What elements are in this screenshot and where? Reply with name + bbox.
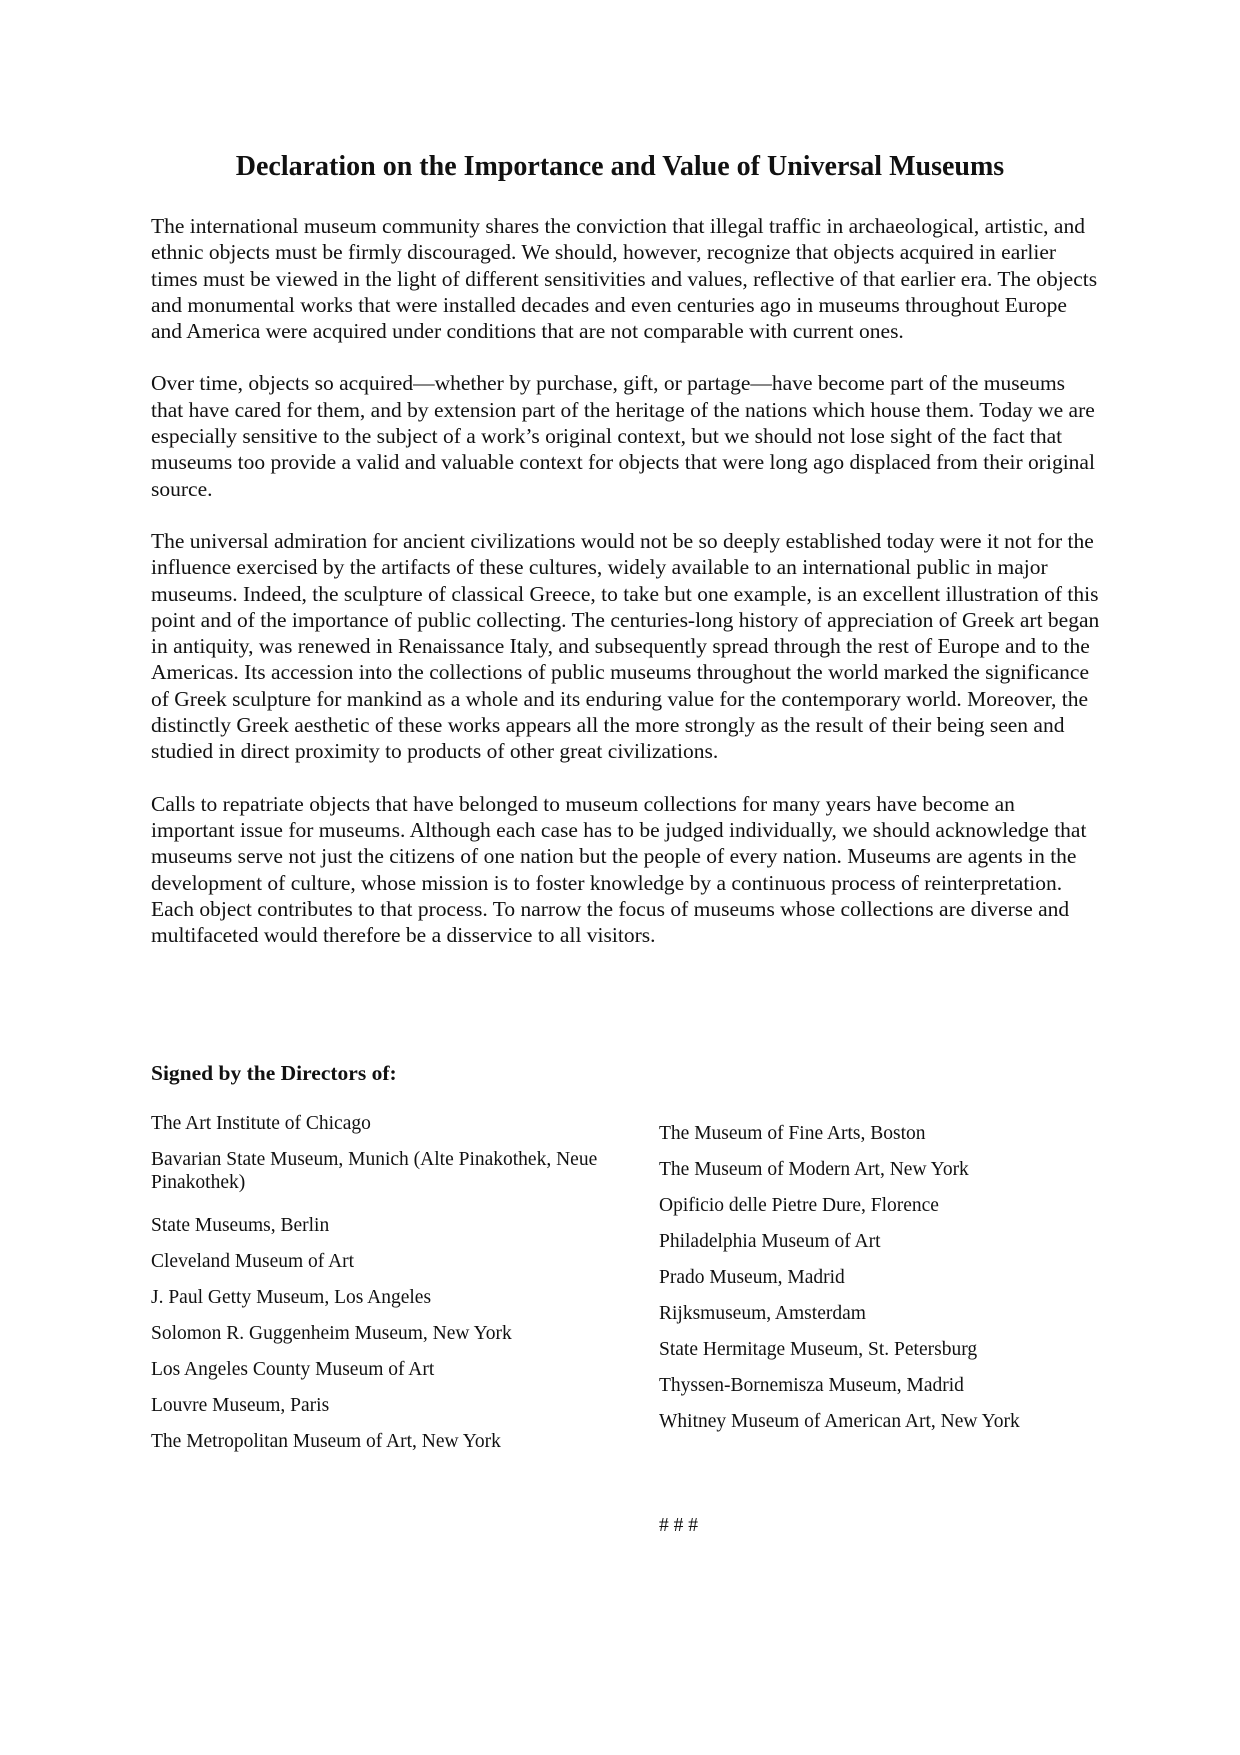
signatory-item: The Museum of Fine Arts, Boston — [659, 1123, 926, 1144]
signatory-item: State Museums, Berlin — [151, 1215, 330, 1236]
signatory-item: The Museum of Modern Art, New York — [659, 1159, 969, 1180]
signatory-item: Prado Museum, Madrid — [659, 1267, 845, 1288]
signatories-left-column — [151, 1112, 601, 1466]
signatory-item: Los Angeles County Museum of Art — [151, 1359, 435, 1380]
declaration-body — [151, 213, 1101, 974]
paragraph-4: Calls to repatriate objects that have belonged to museum collections for many years have become an important issue for museums. Although each case has to be judged individually, we should acknowledge that museums serve not just the citizens of one nation but the people of every nation. Museums are agents in the development of culture, whose mission is to foster knowledge by a continuous process of reinterpretation. Each object contributes to that process. To narrow the focus of museums whose collections are diverse and multifaceted would therefore be a disservice to all visitors. — [151, 791, 1087, 948]
signatory-item: Cleveland Museum of Art — [151, 1251, 355, 1272]
signatory-item: Bavarian State Museum, Munich (Alte Pinakothek, Neue Pinakothek) — [151, 1149, 598, 1193]
paragraph-1: The international museum community shares the conviction that illegal traffic in archaeological, artistic, and ethnic objects must be firmly discouraged. We should, however, recognize that objects acquired in earlier times must be viewed in the light of different sensitivities and values, reflective of that earlier era. The objects and monumental works that were installed decades and even centuries ago in museums throughout Europe and America were acquired under conditions that are not comparable with current ones. — [151, 214, 1098, 344]
signatory-item: Louvre Museum, Paris — [151, 1395, 330, 1416]
signatory-item: Philadelphia Museum of Art — [659, 1231, 881, 1252]
signatory-item: Rijksmuseum, Amsterdam — [659, 1303, 866, 1324]
signed-heading: Signed by the Directors of: — [151, 1061, 397, 1085]
signatories-right-column — [659, 1122, 1109, 1446]
signatory-item: The Metropolitan Museum of Art, New York — [151, 1431, 501, 1452]
signatory-item: Opificio delle Pietre Dure, Florence — [659, 1195, 939, 1216]
signatory-item: Whitney Museum of American Art, New York — [659, 1411, 1020, 1432]
signatory-item: The Art Institute of Chicago — [151, 1113, 371, 1134]
paragraph-3: The universal admiration for ancient civilizations would not be so deeply established today were it not for the influence exercised by the artifacts of these cultures, widely available to an international public in major museums. Indeed, the sculpture of classical Greece, to take but one example, is an excellent illustration of this point and of the importance of public collecting. The centuries-long history of appreciation of Greek art began in antiquity, was renewed in Renaissance Italy, and subsequently spread through the rest of Europe and to the Americas. Its accession into the collections of public museums throughout the world marked the significance of Greek sculpture for mankind as a whole and its enduring value for the contemporary world. Moreover, the distinctly Greek aesthetic of these works appears all the more strongly as the result of their being seen and studied in direct proximity to products of other great civilizations. — [151, 528, 1100, 764]
end-mark: # # # — [659, 1515, 698, 1536]
paragraph-2: Over time, objects so acquired—whether by purchase, gift, or partage—have become part of the museums that have cared for them, and by extension part of the heritage of the nations which house them. Today we are especially sensitive to the subject of a work’s original context, but we should not lose sight of the fact that museums too provide a valid and valuable context for objects that were long ago displaced from their original source. — [151, 371, 1095, 501]
signatory-item: Solomon R. Guggenheim Museum, New York — [151, 1323, 512, 1344]
signatory-item: State Hermitage Museum, St. Petersburg — [659, 1339, 978, 1360]
signatory-item: Thyssen-Bornemisza Museum, Madrid — [659, 1375, 964, 1396]
signatory-item: J. Paul Getty Museum, Los Angeles — [151, 1287, 432, 1308]
document-title: Declaration on the Importance and Value of Universal Museums — [235, 151, 1005, 182]
